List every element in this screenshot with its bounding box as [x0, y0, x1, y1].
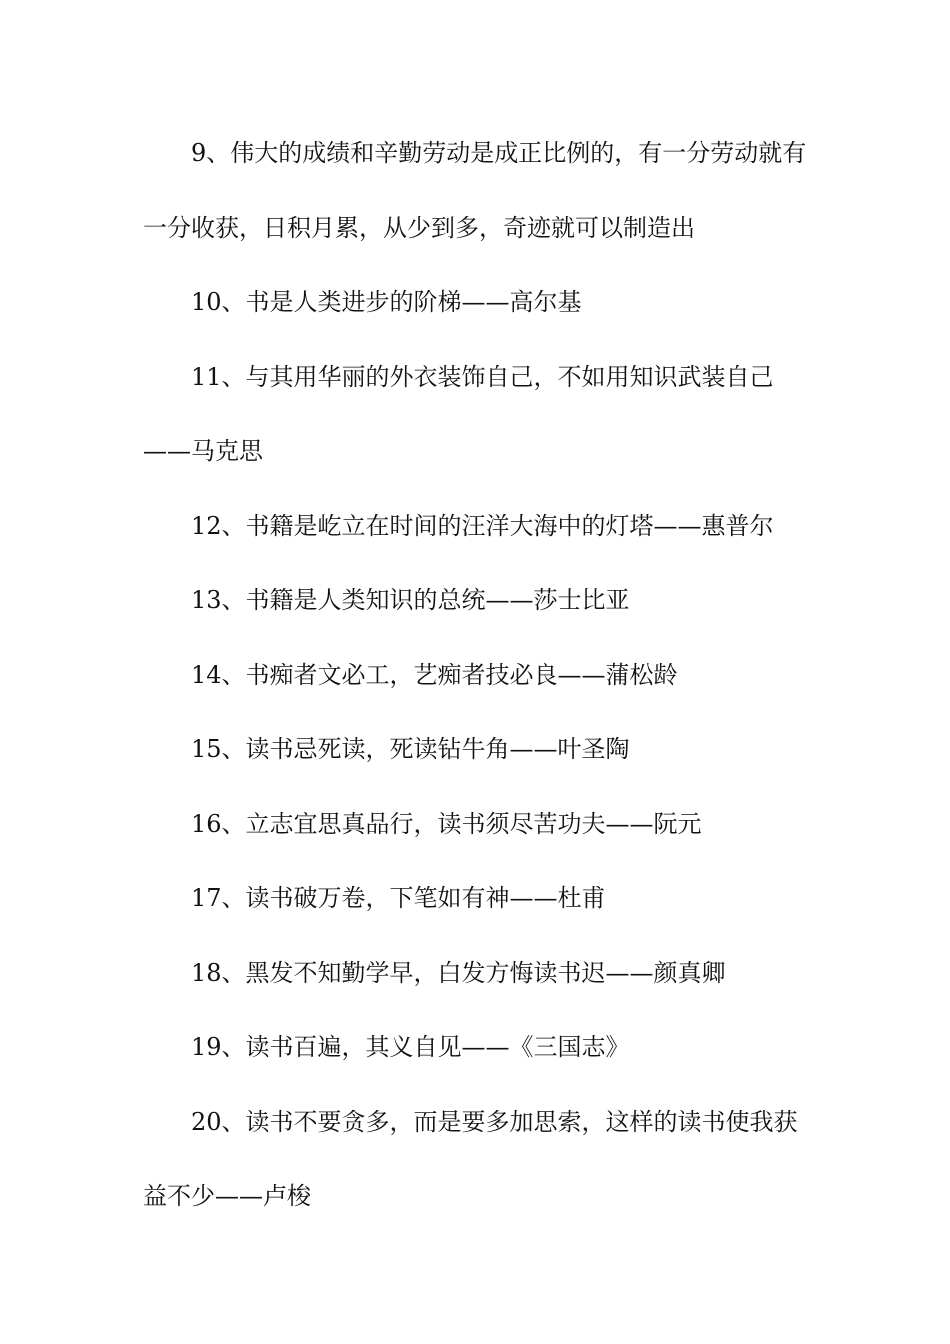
quote-paragraph: 11、与其用华丽的外衣装饰自己，不如用知识武装自己——马克思 — [143, 362, 774, 465]
quote-paragraph: 19、读书百遍，其义自见——《三国志》 — [191, 1033, 630, 1061]
quote-paragraph: 9、伟大的成绩和辛勤劳动是成正比例的，有一分劳动就有一分收获，日积月累，从少到多，奇迹就可以制造出 — [143, 139, 807, 242]
quote-paragraph: 15、读书忌死读，死读钻牛角——叶圣陶 — [191, 735, 630, 763]
quote-paragraph: 14、书痴者文必工，艺痴者技必良——蒲松龄 — [191, 660, 678, 689]
quote-paragraph: 10、书是人类进步的阶梯——高尔基 — [191, 288, 582, 316]
quote-paragraph: 20、读书不要贪多，而是要多加思索，这样的读书使我获益不少——卢梭 — [143, 1107, 798, 1210]
document-body — [143, 116, 808, 1234]
quote-paragraph: 13、书籍是人类知识的总统——莎士比亚 — [191, 586, 630, 614]
quote-paragraph: 16、立志宜思真品行，读书须尽苦功夫——阮元 — [191, 809, 702, 838]
quote-paragraph: 18、黑发不知勤学早，白发方悔读书迟——颜真卿 — [191, 958, 726, 987]
quote-paragraph: 12、书籍是屹立在时间的汪洋大海中的灯塔——惠普尔 — [191, 511, 774, 540]
quote-paragraph: 17、读书破万卷，下笔如有神——杜甫 — [191, 884, 606, 912]
